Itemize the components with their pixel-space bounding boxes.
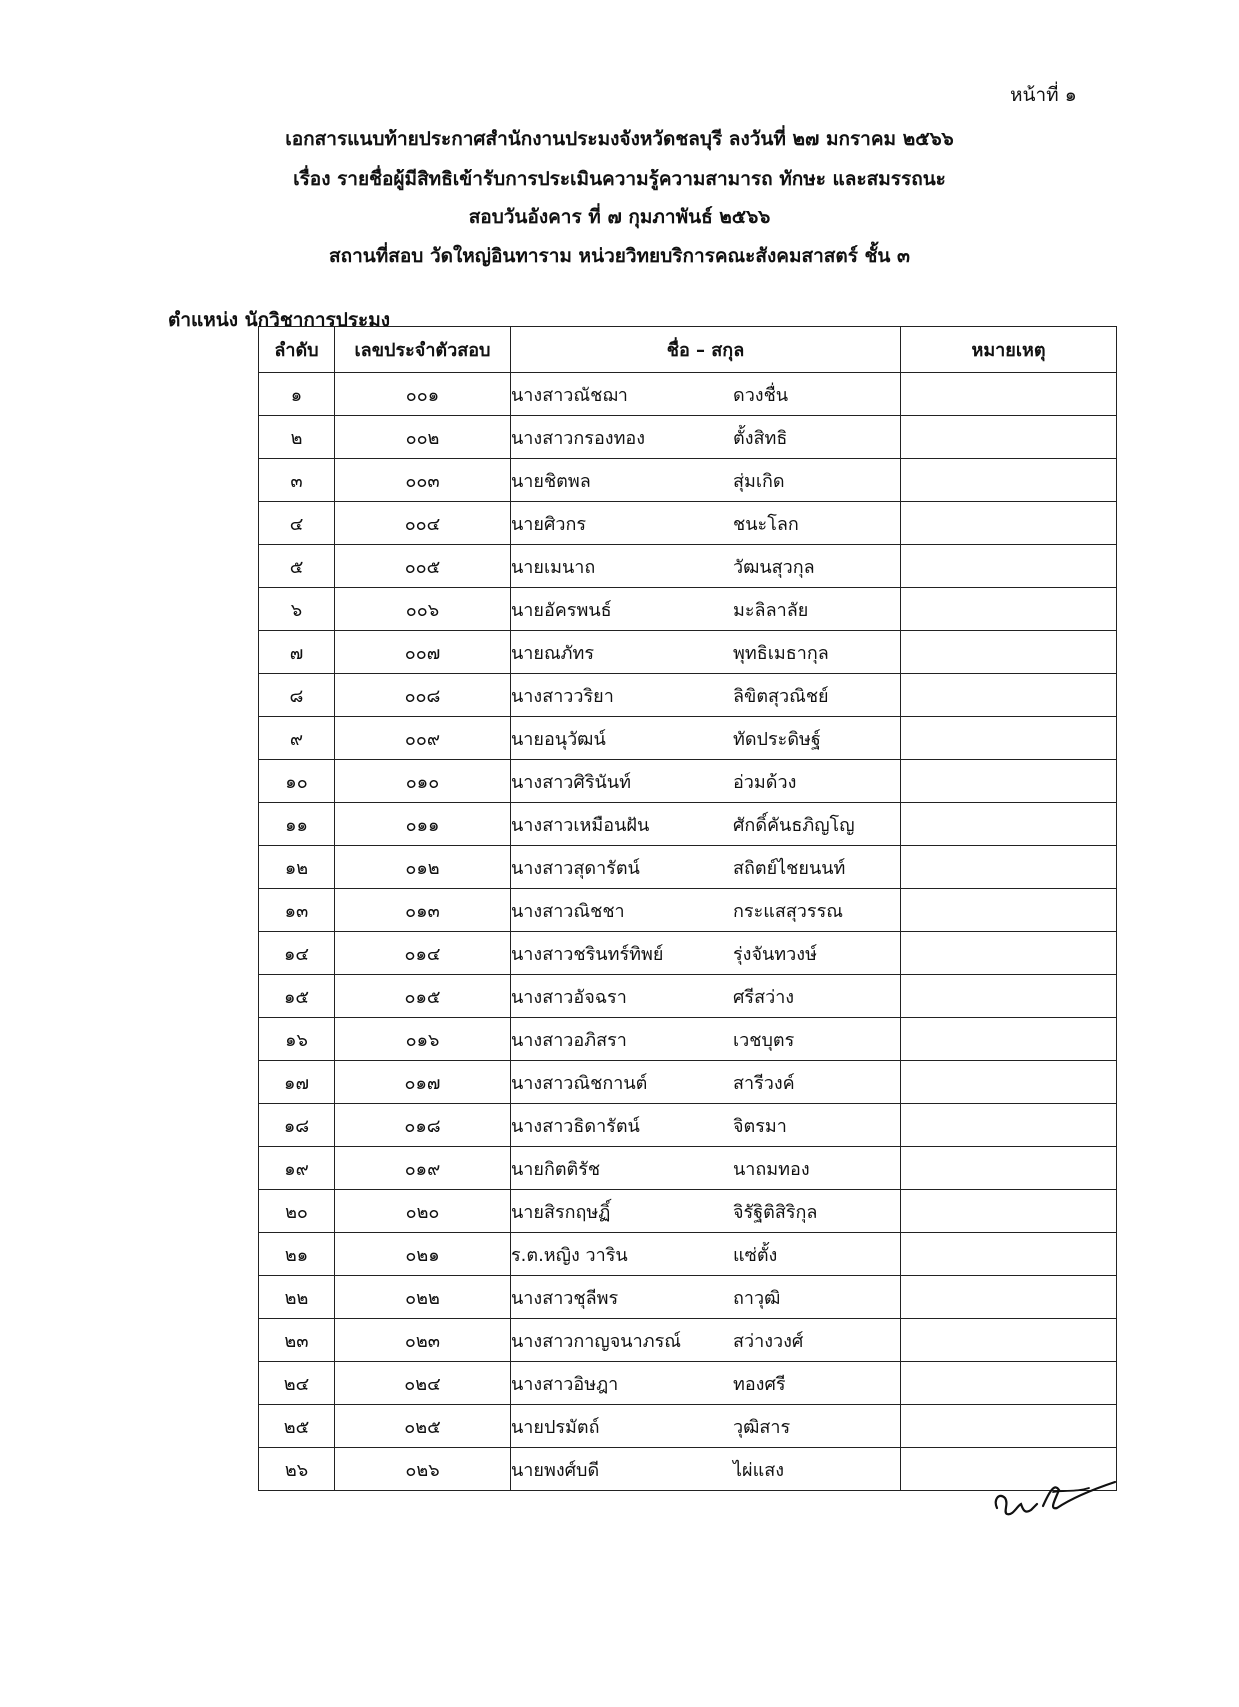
table-row — [259, 1362, 1117, 1405]
table-row — [259, 545, 1117, 588]
exam-id: ๐๑๖ — [335, 1018, 511, 1061]
given-name: นางสาววริยา — [511, 685, 614, 707]
surname: วุฒิสาร — [733, 1416, 791, 1438]
exam-id: ๐๒๓ — [335, 1319, 511, 1362]
remark-cell — [901, 975, 1117, 1018]
given-name: นายพงศ์บดี — [511, 1459, 600, 1481]
surname: ศรีสว่าง — [733, 986, 795, 1008]
given-name: นางสาวสุดารัตน์ — [511, 857, 640, 879]
row-number: ๑๙ — [259, 1147, 335, 1190]
exam-id: ๐๐๑ — [335, 373, 511, 416]
candidate-name — [511, 889, 901, 932]
candidate-name — [511, 416, 901, 459]
table-row — [259, 588, 1117, 631]
candidate-name — [511, 674, 901, 717]
given-name: นางสาวอัจฉรา — [511, 986, 627, 1008]
table-row — [259, 1018, 1117, 1061]
candidate-name — [511, 631, 901, 674]
remark-cell — [901, 1061, 1117, 1104]
candidate-name — [511, 760, 901, 803]
column-header-no: ลำดับ — [259, 327, 335, 373]
candidate-name — [511, 1405, 901, 1448]
row-number: ๔ — [259, 502, 335, 545]
table-row — [259, 631, 1117, 674]
surname: มะลิลาลัย — [733, 599, 809, 621]
column-header-remark: หมายเหตุ — [901, 327, 1117, 373]
remark-cell — [901, 459, 1117, 502]
exam-id: ๐๑๓ — [335, 889, 511, 932]
remark-cell — [901, 373, 1117, 416]
given-name: ร.ต.หญิง วาริน — [511, 1244, 628, 1266]
given-name: นายปรมัตถ์ — [511, 1416, 600, 1438]
row-number: ๒๖ — [259, 1448, 335, 1491]
surname: ศักดิ์คันธภิญโญ — [733, 814, 855, 836]
row-number: ๑๒ — [259, 846, 335, 889]
remark-cell — [901, 1319, 1117, 1362]
surname: รุ่งจันทวงษ์ — [733, 943, 817, 965]
candidate-name — [511, 1319, 901, 1362]
candidate-name — [511, 1061, 901, 1104]
row-number: ๒๕ — [259, 1405, 335, 1448]
given-name: นางสาวอภิสรา — [511, 1029, 627, 1051]
remark-cell — [901, 717, 1117, 760]
surname: ตั้งสิทธิ — [733, 427, 788, 449]
row-number: ๑ — [259, 373, 335, 416]
row-number: ๒๐ — [259, 1190, 335, 1233]
remark-cell — [901, 889, 1117, 932]
row-number: ๖ — [259, 588, 335, 631]
surname: ลิขิตสุวณิชย์ — [733, 685, 829, 707]
table-row — [259, 416, 1117, 459]
candidate-name — [511, 1362, 901, 1405]
surname: จิรัฐิติสิริกุล — [733, 1201, 818, 1223]
exam-id: ๐๒๒ — [335, 1276, 511, 1319]
surname: นาถมทอง — [733, 1158, 810, 1180]
candidate-name — [511, 1190, 901, 1233]
remark-cell — [901, 1147, 1117, 1190]
surname: แซ่ตั้ง — [733, 1244, 778, 1266]
exam-id: ๐๐๒ — [335, 416, 511, 459]
given-name: นางสาวชุลีพร — [511, 1287, 619, 1309]
given-name: นางสาวณัชฌา — [511, 384, 628, 406]
remark-cell — [901, 502, 1117, 545]
remark-cell — [901, 803, 1117, 846]
surname: สารีวงค์ — [733, 1072, 795, 1094]
exam-id: ๐๑๑ — [335, 803, 511, 846]
given-name: นายกิตติรัช — [511, 1158, 601, 1180]
remark-cell — [901, 631, 1117, 674]
exam-id: ๐๑๕ — [335, 975, 511, 1018]
given-name: นายเมนาถ — [511, 556, 596, 578]
row-number: ๑๔ — [259, 932, 335, 975]
row-number: ๑๕ — [259, 975, 335, 1018]
given-name: นายชิตพล — [511, 470, 591, 492]
remark-cell — [901, 416, 1117, 459]
row-number: ๑๑ — [259, 803, 335, 846]
table-header-row — [259, 327, 1117, 373]
surname: ดวงชื่น — [733, 384, 789, 406]
table-row — [259, 760, 1117, 803]
table-row — [259, 846, 1117, 889]
table-row — [259, 1147, 1117, 1190]
candidate-table — [258, 326, 1117, 1491]
given-name: นายอัครพนธ์ — [511, 599, 612, 621]
given-name: นางสาวศิรินันท์ — [511, 771, 631, 793]
remark-cell — [901, 1104, 1117, 1147]
position-label: ตำแหน่ง นักวิชาการประมง — [168, 309, 391, 331]
table-row — [259, 1104, 1117, 1147]
surname: สว่างวงศ์ — [733, 1330, 804, 1352]
surname: ชนะโลก — [733, 513, 799, 535]
row-number: ๑๓ — [259, 889, 335, 932]
candidate-name — [511, 502, 901, 545]
candidate-name — [511, 846, 901, 889]
surname: พุทธิเมธากุล — [733, 642, 829, 664]
row-number: ๑๖ — [259, 1018, 335, 1061]
candidate-name — [511, 1233, 901, 1276]
table-row — [259, 674, 1117, 717]
row-number: ๒๓ — [259, 1319, 335, 1362]
candidate-name — [511, 932, 901, 975]
header-line-3: สอบวันอังคาร ที่ ๗ กุมภาพันธ์ ๒๕๖๖ — [468, 206, 771, 228]
table-row — [259, 1319, 1117, 1362]
row-number: ๘ — [259, 674, 335, 717]
candidate-name — [511, 975, 901, 1018]
remark-cell — [901, 932, 1117, 975]
table-row — [259, 1061, 1117, 1104]
candidate-name — [511, 1018, 901, 1061]
remark-cell — [901, 846, 1117, 889]
table-row — [259, 717, 1117, 760]
surname: เวชบุตร — [733, 1029, 795, 1051]
surname: สุ่มเกิด — [733, 470, 785, 492]
exam-id: ๐๐๘ — [335, 674, 511, 717]
surname: วัฒนสุวกุล — [733, 556, 815, 578]
candidate-name — [511, 1147, 901, 1190]
exam-id: ๐๐๙ — [335, 717, 511, 760]
remark-cell — [901, 1362, 1117, 1405]
surname: จิตรมา — [733, 1115, 787, 1137]
column-header-name: ชื่อ – สกุล — [511, 327, 901, 373]
exam-id: ๐๑๙ — [335, 1147, 511, 1190]
candidate-name — [511, 1276, 901, 1319]
table-row — [259, 932, 1117, 975]
remark-cell — [901, 1018, 1117, 1061]
exam-id: ๐๑๘ — [335, 1104, 511, 1147]
surname: ถาวุฒิ — [733, 1287, 781, 1309]
table-row — [259, 1276, 1117, 1319]
row-number: ๑๗ — [259, 1061, 335, 1104]
given-name: นางสาวธิดารัตน์ — [511, 1115, 640, 1137]
table-row — [259, 1190, 1117, 1233]
candidate-name — [511, 459, 901, 502]
exam-id: ๐๒๖ — [335, 1448, 511, 1491]
column-header-exam-id: เลขประจำตัวสอบ — [335, 327, 511, 373]
surname: ทองศรี — [733, 1373, 786, 1395]
header-line-1: เอกสารแนบท้ายประกาศสำนักงานประมงจังหวัดชลบุรี ลงวันที่ ๒๗ มกราคม ๒๕๖๖ — [285, 128, 954, 150]
exam-id: ๐๒๑ — [335, 1233, 511, 1276]
candidate-name — [511, 1104, 901, 1147]
surname: อ่วมด้วง — [733, 771, 797, 793]
table-row — [259, 803, 1117, 846]
exam-id: ๐๒๕ — [335, 1405, 511, 1448]
surname: ทัดประดิษฐ์ — [733, 728, 821, 750]
remark-cell — [901, 1405, 1117, 1448]
row-number: ๒๒ — [259, 1276, 335, 1319]
table-body — [259, 373, 1117, 1491]
candidate-name — [511, 373, 901, 416]
given-name: นายสิรกฤษฏิ์ — [511, 1201, 611, 1223]
row-number: ๒ — [259, 416, 335, 459]
candidate-name — [511, 717, 901, 760]
surname: กระแสสุวรรณ — [733, 900, 843, 922]
table-row — [259, 889, 1117, 932]
remark-cell — [901, 1190, 1117, 1233]
row-number: ๙ — [259, 717, 335, 760]
exam-id: ๐๒๔ — [335, 1362, 511, 1405]
given-name: นายอนุวัฒน์ — [511, 728, 606, 750]
table-row — [259, 1405, 1117, 1448]
given-name: นายศิวกร — [511, 513, 587, 535]
exam-id: ๐๐๔ — [335, 502, 511, 545]
given-name: นางสาวณิชกานต์ — [511, 1072, 648, 1094]
remark-cell — [901, 1276, 1117, 1319]
row-number: ๒๔ — [259, 1362, 335, 1405]
candidate-name — [511, 803, 901, 846]
signature-scribble — [985, 1470, 1120, 1520]
row-number: ๕ — [259, 545, 335, 588]
exam-id: ๐๐๖ — [335, 588, 511, 631]
given-name: นางสาวชรินทร์ทิพย์ — [511, 943, 664, 965]
given-name: นางสาวกาญจนาภรณ์ — [511, 1330, 681, 1352]
given-name: นางสาวเหมือนฝัน — [511, 814, 650, 836]
row-number: ๑๘ — [259, 1104, 335, 1147]
row-number: ๒๑ — [259, 1233, 335, 1276]
exam-id: ๐๑๗ — [335, 1061, 511, 1104]
candidate-name — [511, 545, 901, 588]
given-name: นายณภัทร — [511, 642, 595, 664]
table-row — [259, 975, 1117, 1018]
remark-cell — [901, 674, 1117, 717]
remark-cell — [901, 1233, 1117, 1276]
given-name: นางสาวณิชชา — [511, 900, 625, 922]
exam-id: ๐๐๕ — [335, 545, 511, 588]
table-row — [259, 373, 1117, 416]
table-row — [259, 502, 1117, 545]
header-line-4: สถานที่สอบ วัดใหญ่อินทาราม หน่วยวิทยบริการคณะสังคมสาสตร์ ชั้น ๓ — [328, 245, 910, 267]
remark-cell — [901, 588, 1117, 631]
exam-id: ๐๑๒ — [335, 846, 511, 889]
row-number: ๓ — [259, 459, 335, 502]
exam-id: ๐๐๗ — [335, 631, 511, 674]
row-number: ๑๐ — [259, 760, 335, 803]
given-name: นางสาวกรองทอง — [511, 427, 646, 449]
surname: ไผ่แสง — [733, 1459, 784, 1481]
header-line-2: เรื่อง รายชื่อผู้มีสิทธิเข้ารับการประเมินความรู้ความสามารถ ทักษะ และสมรรถนะ — [293, 168, 946, 190]
surname: สถิตย์ไชยนนท์ — [733, 857, 846, 879]
table-row — [259, 459, 1117, 502]
signature-mark — [985, 1470, 1120, 1524]
exam-id: ๐๑๐ — [335, 760, 511, 803]
exam-id: ๐๒๐ — [335, 1190, 511, 1233]
candidate-name — [511, 588, 901, 631]
given-name: นางสาวอิษฎา — [511, 1373, 619, 1395]
page-number: หน้าที่ ๑ — [1010, 84, 1077, 106]
remark-cell — [901, 760, 1117, 803]
candidate-name — [511, 1448, 901, 1491]
table-row — [259, 1233, 1117, 1276]
remark-cell — [901, 545, 1117, 588]
row-number: ๗ — [259, 631, 335, 674]
exam-id: ๐๑๔ — [335, 932, 511, 975]
exam-id: ๐๐๓ — [335, 459, 511, 502]
